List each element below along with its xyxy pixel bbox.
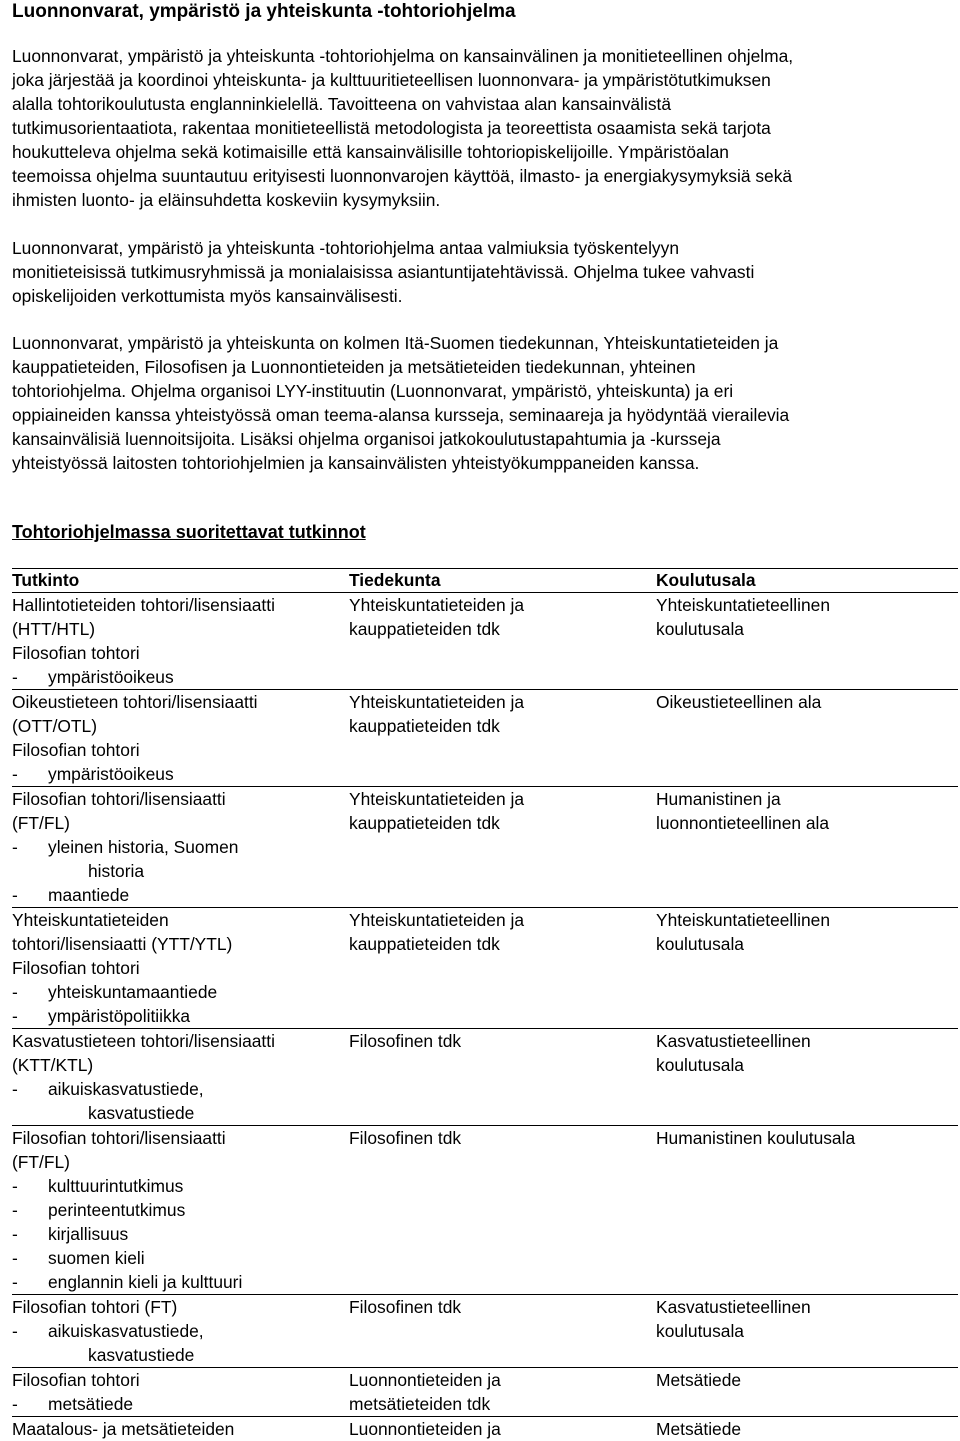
faculty-line: Filosofinen tdk: [349, 1029, 656, 1053]
table-row: [12, 787, 958, 908]
list-dash: -: [12, 762, 48, 786]
table-row: [12, 1368, 958, 1417]
field-line: Metsätiede: [656, 1368, 958, 1392]
faculty-line: Yhteiskuntatieteiden ja: [349, 908, 656, 932]
degree-cell: [12, 1368, 349, 1417]
degree-line: Filosofian tohtori: [12, 641, 349, 665]
faculty-line: kauppatieteiden tdk: [349, 714, 656, 738]
field-line: koulutusala: [656, 617, 958, 641]
paragraph-line: Luonnonvarat, ympäristö ja yhteiskunta on kolmen Itä-Suomen tiedekunnan, Yhteiskuntatieteiden ja: [12, 331, 952, 355]
faculty-line: kauppatieteiden tdk: [349, 811, 656, 835]
table-row: [12, 1417, 958, 1441]
list-dash: -: [12, 665, 48, 689]
field-cell: [656, 787, 958, 908]
faculty-line: Yhteiskuntatieteiden ja: [349, 690, 656, 714]
paragraph-3: [12, 331, 952, 475]
table-row: [12, 1295, 958, 1368]
specialty-text: aikuiskasvatustiede,: [48, 1321, 204, 1341]
degree-line: (KTT/KTL): [12, 1053, 349, 1077]
specialty-item: [12, 665, 349, 689]
field-line: Humanistinen koulutusala: [656, 1126, 958, 1150]
faculty-line: Filosofinen tdk: [349, 1126, 656, 1150]
specialty-text: kulttuurintutkimus: [48, 1176, 183, 1196]
paragraph-line: opiskelijoiden verkottumista myös kansainvälisesti.: [12, 284, 952, 308]
specialty-item: [12, 1004, 349, 1028]
list-dash: -: [12, 835, 48, 859]
field-cell: [656, 1368, 958, 1417]
column-header: Koulutusala: [656, 569, 958, 593]
field-cell: [656, 690, 958, 787]
specialty-continuation: kasvatustiede: [12, 1101, 349, 1125]
specialty-text: aikuiskasvatustiede,: [48, 1079, 204, 1099]
table-row: [12, 690, 958, 787]
paragraph-line: oppiaineiden kanssa yhteistyössä oman teema-alansa kursseja, seminaareja ja hyödyntää vierailevia: [12, 403, 952, 427]
faculty-cell: [349, 787, 656, 908]
paragraph-line: tutkimusorientaatiota, rakentaa monitieteellistä metodologista ja teoreettista osaamista sekä tarjota: [12, 116, 952, 140]
specialty-text: englannin kieli ja kulttuuri: [48, 1272, 242, 1292]
list-dash: -: [12, 1222, 48, 1246]
field-cell: [656, 1417, 958, 1441]
degree-cell: [12, 908, 349, 1029]
degree-cell: [12, 1029, 349, 1126]
specialty-item: [12, 1246, 349, 1270]
field-cell: [656, 908, 958, 1029]
degree-line: Filosofian tohtori/lisensiaatti: [12, 1126, 349, 1150]
degree-line: (FT/FL): [12, 1150, 349, 1174]
list-dash: -: [12, 980, 48, 1004]
degree-line: Filosofian tohtori: [12, 1368, 349, 1392]
field-line: Kasvatustieteellinen: [656, 1029, 958, 1053]
table-row: [12, 908, 958, 1029]
degree-cell: [12, 1295, 349, 1368]
specialty-continuation: kasvatustiede: [12, 1343, 349, 1367]
paragraph-2: [12, 236, 952, 308]
field-cell: [656, 1029, 958, 1126]
degree-cell: [12, 1417, 349, 1441]
field-line: Metsätiede: [656, 1417, 958, 1441]
paragraph-line: kansainvälisiä luennoitsijoita. Lisäksi ohjelma organisoi jatkokoulutustapahtumia ja -kursseja: [12, 427, 952, 451]
specialty-item: [12, 1222, 349, 1246]
faculty-line: Yhteiskuntatieteiden ja: [349, 787, 656, 811]
list-dash: -: [12, 1198, 48, 1222]
list-dash: -: [12, 1004, 48, 1028]
specialty-text: suomen kieli: [48, 1248, 145, 1268]
specialty-item: [12, 1392, 349, 1416]
paragraph-line: ihmisten luonto- ja eläinsuhdetta koskeviin kysymyksiin.: [12, 188, 952, 212]
faculty-cell: [349, 1417, 656, 1441]
field-cell: [656, 1126, 958, 1295]
degree-line: Filosofian tohtori: [12, 956, 349, 980]
specialty-text: ympäristöoikeus: [48, 764, 174, 784]
degrees-table: [12, 568, 958, 1441]
faculty-cell: [349, 1295, 656, 1368]
degree-line: Filosofian tohtori (FT): [12, 1295, 349, 1319]
specialty-item: [12, 1198, 349, 1222]
faculty-cell: [349, 908, 656, 1029]
specialty-text: maantiede: [48, 885, 129, 905]
field-line: koulutusala: [656, 932, 958, 956]
specialty-item: [12, 1270, 349, 1294]
field-cell: [656, 1295, 958, 1368]
column-header: Tiedekunta: [349, 569, 656, 593]
specialty-continuation: historia: [12, 859, 349, 883]
faculty-cell: [349, 1029, 656, 1126]
field-line: Oikeustieteellinen ala: [656, 690, 958, 714]
faculty-cell: [349, 1126, 656, 1295]
specialty-text: metsätiede: [48, 1394, 133, 1414]
degree-line: (OTT/OTL): [12, 714, 349, 738]
degree-cell: [12, 593, 349, 690]
paragraph-line: monitieteisissä tutkimusryhmissä ja monialaisissa asiantuntijatehtävissä. Ohjelma tukee vahvasti: [12, 260, 952, 284]
list-dash: -: [12, 1319, 48, 1343]
specialty-item: [12, 1319, 349, 1343]
degree-line: (HTT/HTL): [12, 617, 349, 641]
degree-line: Filosofian tohtori: [12, 738, 349, 762]
degree-cell: [12, 1126, 349, 1295]
paragraph-line: teemoissa ohjelma suuntautuu erityisesti luonnonvarojen käyttöä, ilmasto- ja energiakysymyksiä sekä: [12, 164, 952, 188]
faculty-line: Filosofinen tdk: [349, 1295, 656, 1319]
faculty-cell: [349, 690, 656, 787]
list-dash: -: [12, 1246, 48, 1270]
faculty-line: Yhteiskuntatieteiden ja: [349, 593, 656, 617]
specialty-text: yhteiskuntamaantiede: [48, 982, 217, 1002]
faculty-line: kauppatieteiden tdk: [349, 932, 656, 956]
table-row: [12, 593, 958, 690]
column-header: Tutkinto: [12, 569, 349, 593]
degree-line: Hallintotieteiden tohtori/lisensiaatti: [12, 593, 349, 617]
faculty-line: kauppatieteiden tdk: [349, 617, 656, 641]
faculty-line: Luonnontieteiden ja: [349, 1417, 656, 1441]
faculty-line: metsätieteiden tdk: [349, 1392, 656, 1416]
table-row: [12, 1126, 958, 1295]
field-line: Kasvatustieteellinen: [656, 1295, 958, 1319]
faculty-cell: [349, 593, 656, 690]
specialty-text: ympäristöoikeus: [48, 667, 174, 687]
paragraph-line: houkutteleva ohjelma sekä kotimaisille että kansainvälisille tohtoriopiskelijoille. Ympäristöalan: [12, 140, 952, 164]
degree-cell: [12, 690, 349, 787]
list-dash: -: [12, 1077, 48, 1101]
specialty-text: kirjallisuus: [48, 1224, 128, 1244]
specialty-text: yleinen historia, Suomen: [48, 837, 238, 857]
field-line: Humanistinen ja: [656, 787, 958, 811]
specialty-item: [12, 1077, 349, 1101]
field-line: koulutusala: [656, 1053, 958, 1077]
specialty-item: [12, 883, 349, 907]
list-dash: -: [12, 1174, 48, 1198]
degree-line: Oikeustieteen tohtori/lisensiaatti: [12, 690, 349, 714]
specialty-text: perinteentutkimus: [48, 1200, 185, 1220]
field-line: koulutusala: [656, 1319, 958, 1343]
degree-line: (FT/FL): [12, 811, 349, 835]
specialty-item: [12, 835, 349, 859]
degree-line: Yhteiskuntatieteiden: [12, 908, 349, 932]
specialty-item: [12, 980, 349, 1004]
faculty-line: Luonnontieteiden ja: [349, 1368, 656, 1392]
paragraph-line: joka järjestää ja koordinoi yhteiskunta- ja kulttuuritieteellisen luonnonvara- ja ympäristötutkimuksen: [12, 68, 952, 92]
degree-cell: [12, 787, 349, 908]
paragraph-line: Luonnonvarat, ympäristö ja yhteiskunta -tohtoriohjelma on kansainvälinen ja monitieteellinen ohjelma,: [12, 44, 952, 68]
paragraph-line: alalla tohtorikoulutusta englanninkielellä. Tavoitteena on vahvistaa alan kansainvälistä: [12, 92, 952, 116]
field-line: luonnontieteellinen ala: [656, 811, 958, 835]
paragraph-1: [12, 44, 952, 212]
paragraph-line: kauppatieteiden, Filosofisen ja Luonnontieteiden ja metsätieteiden tiedekunnan, yhteinen: [12, 355, 952, 379]
degree-line: Maatalous- ja metsätieteiden: [12, 1417, 349, 1441]
degree-line: tohtori/lisensiaatti (YTT/YTL): [12, 932, 349, 956]
specialty-item: [12, 762, 349, 786]
section-title: Tohtoriohjelmassa suoritettavat tutkinnot: [12, 520, 366, 544]
paragraph-line: yhteistyössä laitosten tohtoriohjelmien ja kansainvälisten yhteistyökumppaneiden kanssa.: [12, 451, 952, 475]
degree-line: Filosofian tohtori/lisensiaatti: [12, 787, 349, 811]
table-row: [12, 1029, 958, 1126]
list-dash: -: [12, 1270, 48, 1294]
faculty-cell: [349, 1368, 656, 1417]
list-dash: -: [12, 1392, 48, 1416]
specialty-text: ympäristöpolitiikka: [48, 1006, 190, 1026]
field-cell: [656, 593, 958, 690]
field-line: Yhteiskuntatieteellinen: [656, 908, 958, 932]
paragraph-line: tohtoriohjelma. Ohjelma organisoi LYY-instituutin (Luonnonvarat, ympäristö, yhteiskunta) ja eri: [12, 379, 952, 403]
list-dash: -: [12, 883, 48, 907]
specialty-item: [12, 1174, 349, 1198]
field-line: Yhteiskuntatieteellinen: [656, 593, 958, 617]
paragraph-line: Luonnonvarat, ympäristö ja yhteiskunta -tohtoriohjelma antaa valmiuksia työskentelyyn: [12, 236, 952, 260]
table-header-row: [12, 569, 958, 593]
document-title: Luonnonvarat, ympäristö ja yhteiskunta -tohtoriohjelma: [12, 0, 516, 24]
degree-line: Kasvatustieteen tohtori/lisensiaatti: [12, 1029, 349, 1053]
